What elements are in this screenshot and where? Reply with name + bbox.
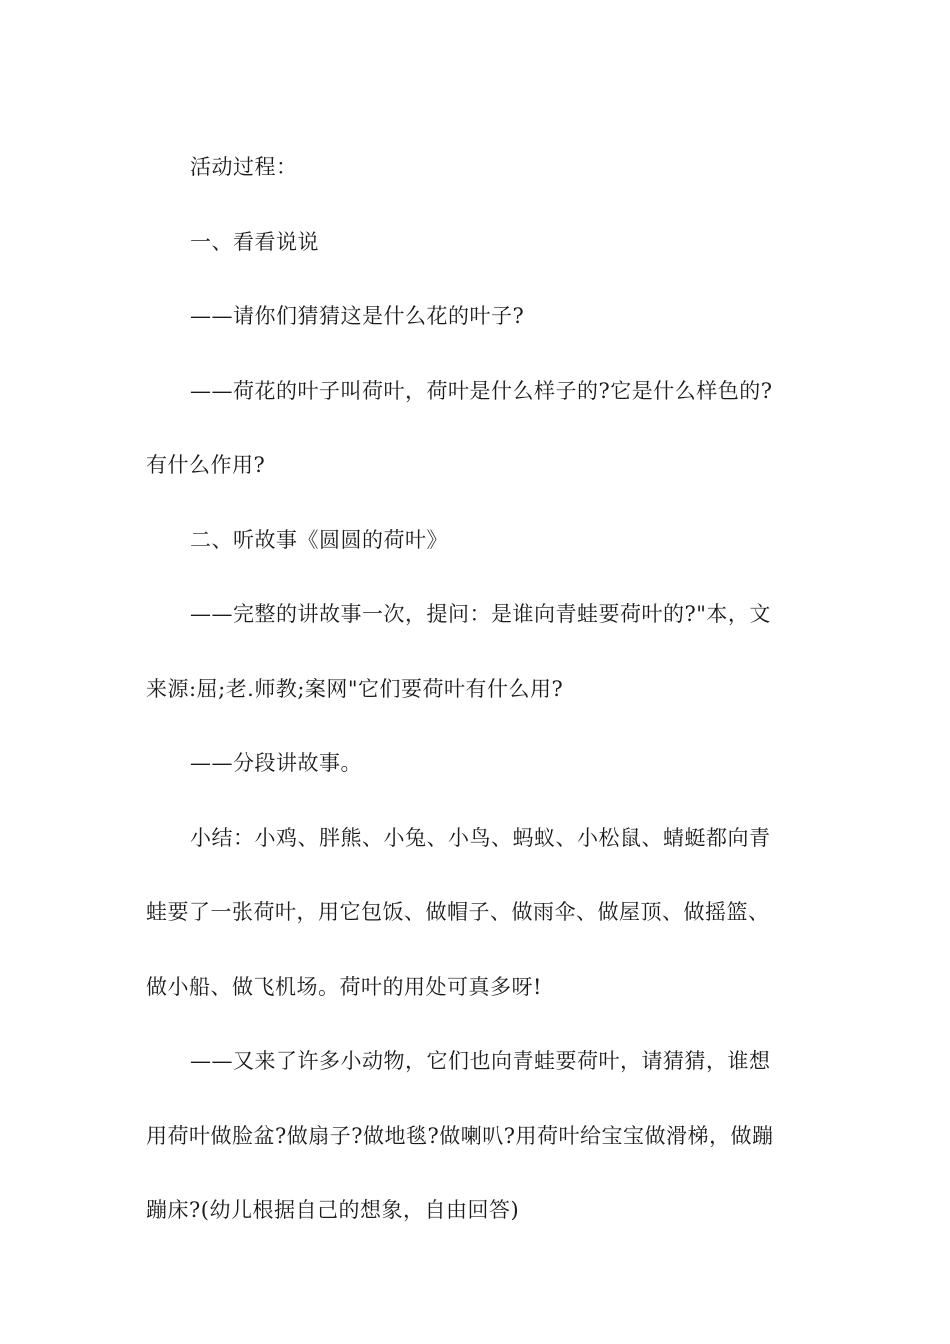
paragraph-more-animals-line-1: ——又来了许多小动物，它们也向青蛙要荷叶，请猜猜，谁想: [190, 1049, 771, 1073]
section-heading-look-and-say: 一、看看说说: [190, 229, 319, 254]
paragraph-more-animals-line-2: 用荷叶做脸盆?做扇子?做地毯?做喇叭?用荷叶给宝宝做滑梯，做蹦: [146, 1123, 774, 1148]
section-heading-activity-process: 活动过程：: [190, 155, 298, 179]
paragraph-summary-line-2: 蛙要了一张荷叶，用它包饭、做帽子、做雨伞、做屋顶、做摇篮、: [146, 900, 770, 924]
paragraph-summary-line-3: 做小船、做飞机场。荷叶的用处可真多呀!: [146, 974, 542, 999]
paragraph-lotus-leaf-line-1: ——荷花的叶子叫荷叶，荷叶是什么样子的?它是什么样色的?: [190, 378, 773, 403]
paragraph-full-story-line-1: ——完整的讲故事一次，提问：是谁向青蛙要荷叶的?"本，文: [190, 602, 771, 626]
document-page: [146, 130, 796, 1248]
paragraph-question-guess-leaf: ——请你们猜猜这是什么花的叶子?: [190, 304, 525, 328]
paragraph-lotus-leaf-line-2: 有什么作用?: [146, 453, 266, 477]
paragraph-summary-line-1: 小结：小鸡、胖熊、小兔、小鸟、蚂蚁、小松鼠、蜻蜓都向青: [190, 825, 771, 850]
paragraph-more-animals-line-3: 蹦床?(幼儿根据自己的想象，自由回答): [146, 1198, 520, 1222]
paragraph-full-story-line-2: 来源:屈;老.师教;案网"它们要荷叶有什么用?: [146, 676, 564, 701]
section-heading-listen-story: 二、听故事《圆圆的荷叶》: [190, 527, 448, 552]
paragraph-segment-story: ——分段讲故事。: [190, 751, 362, 775]
